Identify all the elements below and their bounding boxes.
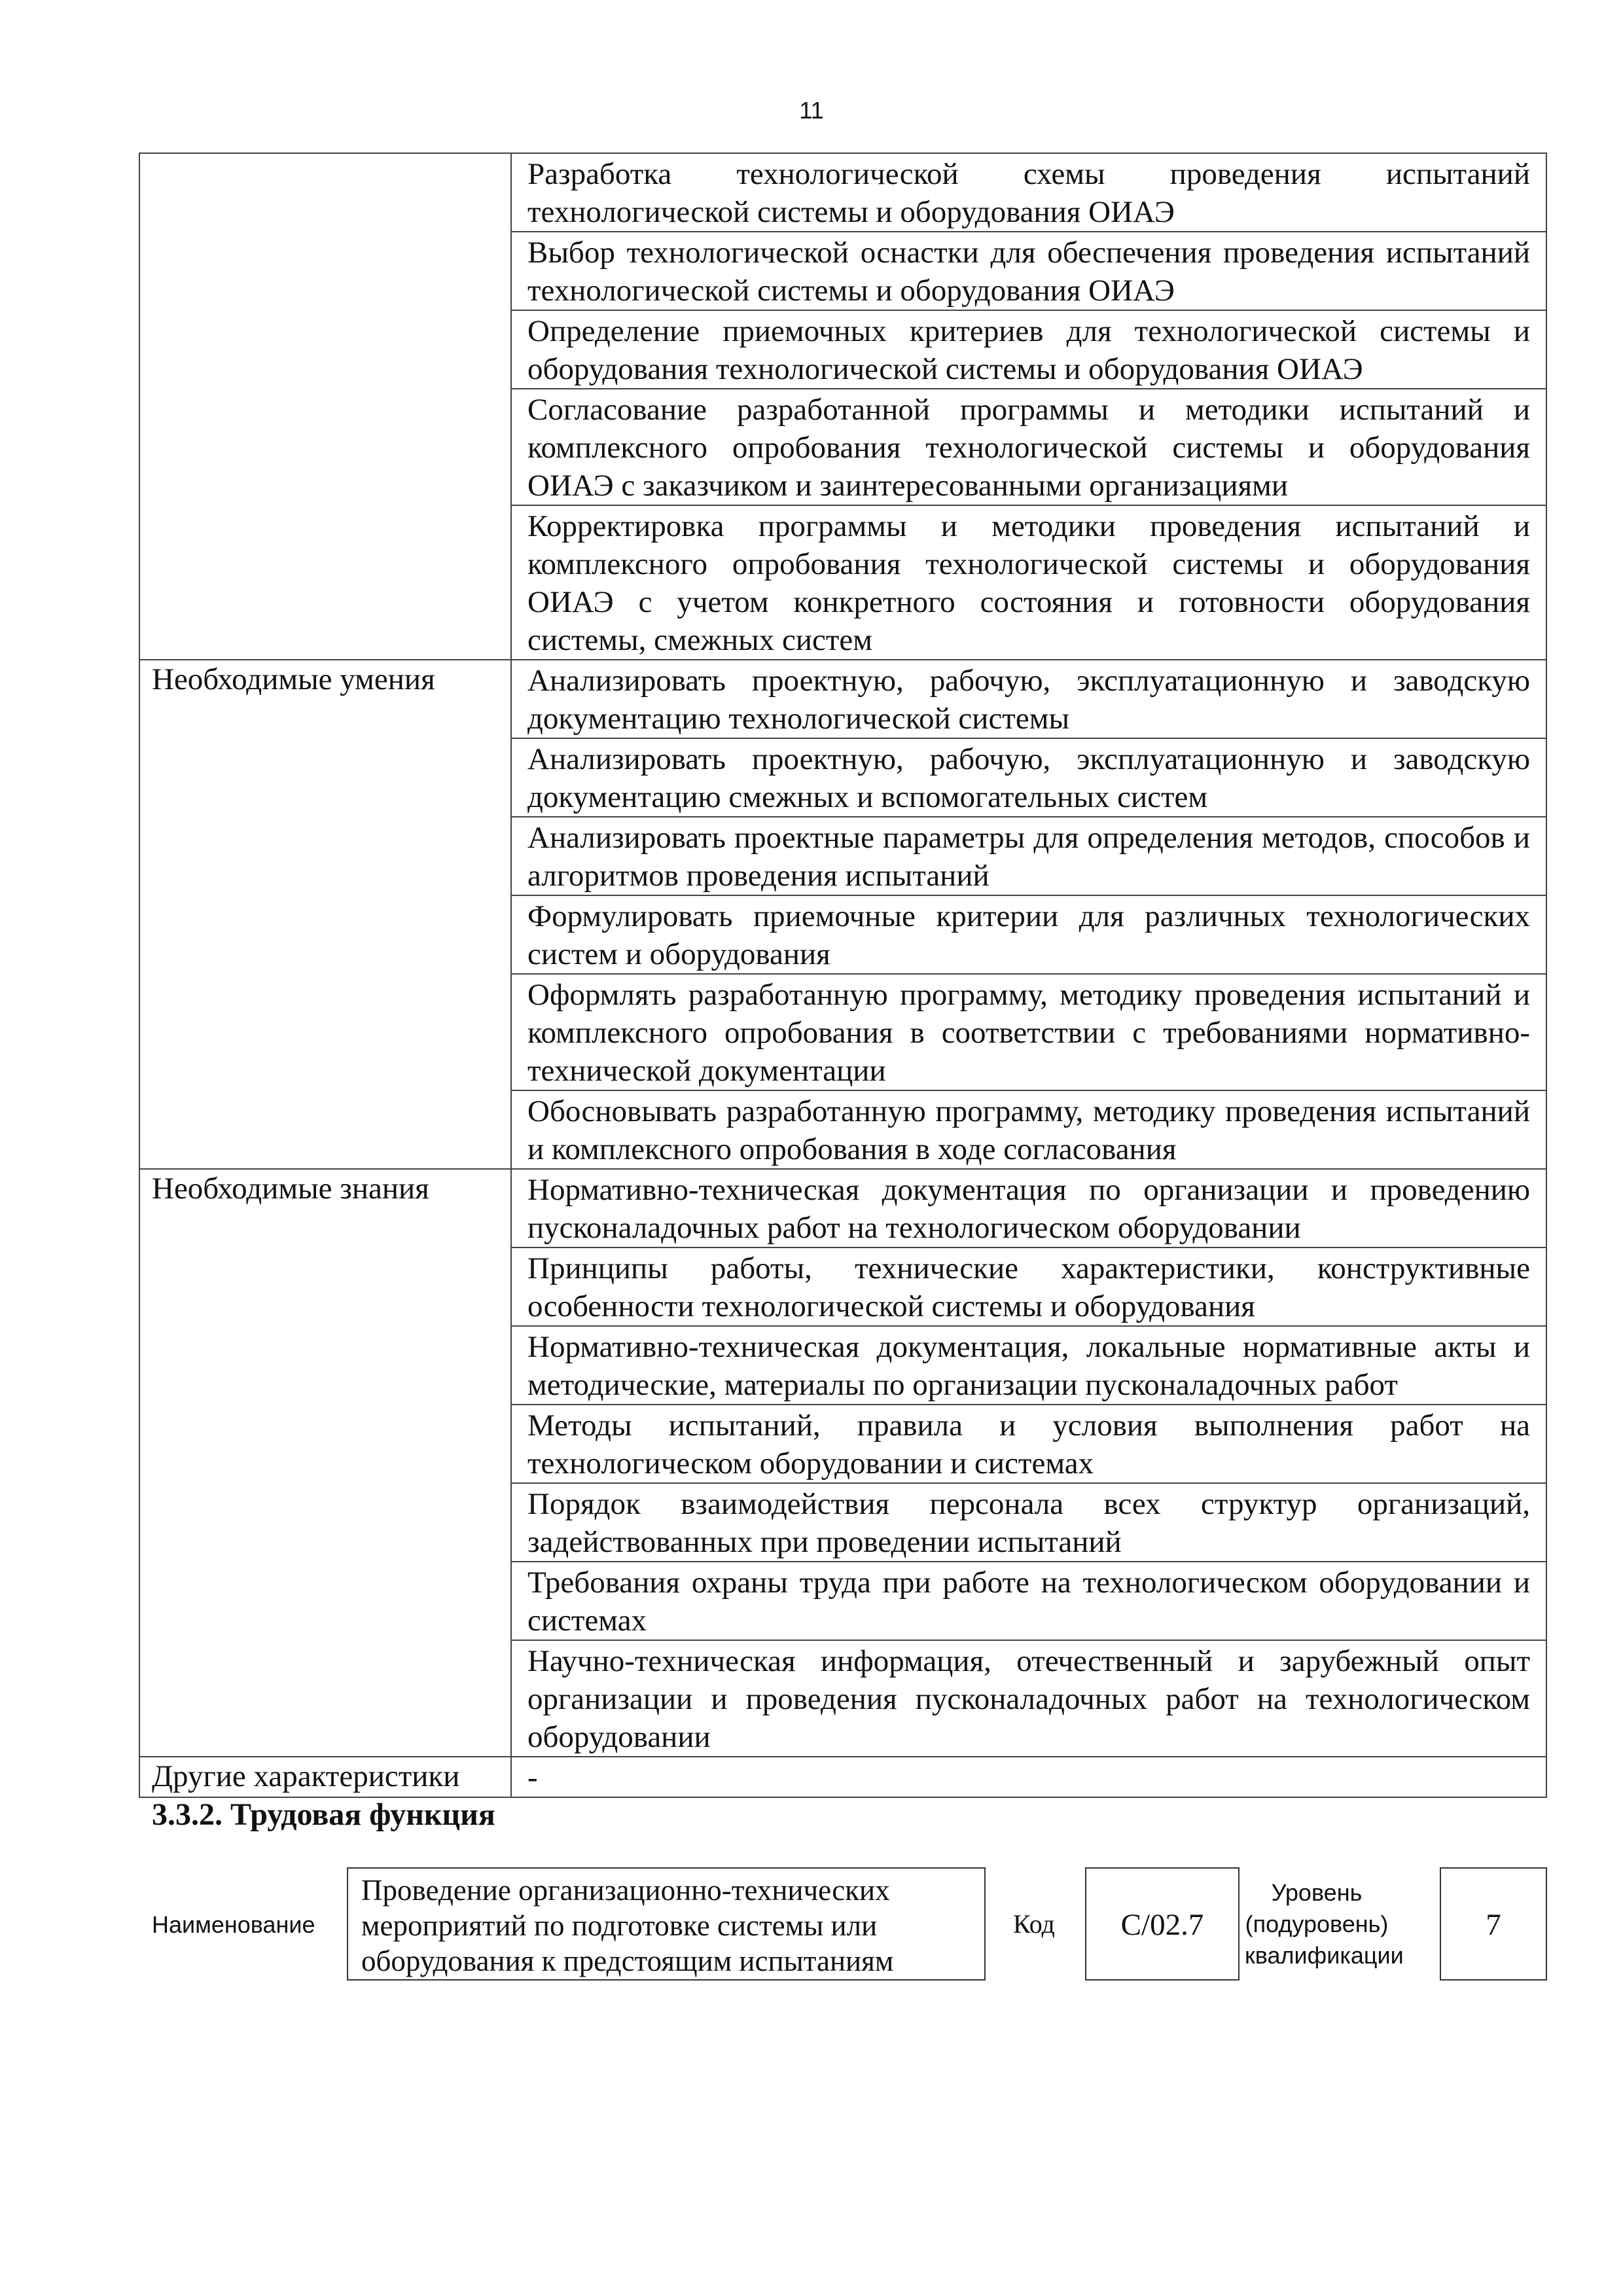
table-cell-text: Научно-техническая информация, отечественный и зарубежный опыт организации и проведения пусконаладочных работ на технологическом оборудовании (511, 1640, 1546, 1757)
table-cell-text: Нормативно-техническая документация по организации и проведению пусконаладочных работ на технологическом оборудовании (511, 1169, 1546, 1247)
table-cell-text: Принципы работы, технические характеристики, конструктивные особенности технологической системы и оборудования (511, 1247, 1546, 1326)
knowledge-label: Необходимые знания (139, 1169, 511, 1757)
table-row (139, 1757, 1546, 1797)
page-number: 11 (799, 97, 824, 124)
table-row (139, 1169, 1546, 1247)
table-cell-text: Анализировать проектные параметры для определения методов, способов и алгоритмов проведения испытаний (511, 817, 1546, 895)
level-box: 7 (1440, 1867, 1547, 1981)
table-cell-text: Корректировка программы и методики проведения испытаний и комплексного опробования технологической системы и оборудования ОИАЭ с учетом конкретного состояния и готовности оборудования системы, смежных систем (511, 505, 1546, 660)
table-row (139, 660, 1546, 738)
table-cell-text: Выбор технологической оснастки для обеспечения проведения испытаний технологической системы и оборудования ОИАЭ (511, 232, 1546, 310)
table-cell-text: Порядок взаимодействия персонала всех структур организаций, задействованных при проведении испытаний (511, 1483, 1546, 1562)
code-label: Код (1013, 1909, 1055, 1939)
table-cell-text: Анализировать проектную, рабочую, эксплуатационную и заводскую документацию смежных и вспомогательных систем (511, 738, 1546, 817)
table-cell-text: Разработка технологической схемы проведения испытаний технологической системы и оборудования ОИАЭ (511, 153, 1546, 232)
code-box: С/02.7 (1085, 1867, 1240, 1981)
table-row (139, 153, 1546, 232)
other-value: - (511, 1757, 1546, 1797)
table-cell-text: Определение приемочных критериев для технологической системы и оборудования технологической системы и оборудования ОИАЭ (511, 310, 1546, 389)
table-cell-text: Формулировать приемочные критерии для различных технологических систем и оборудования (511, 895, 1546, 974)
name-label: Наименование (152, 1911, 315, 1938)
table-cell-text: Нормативно-техническая документация, локальные нормативные акты и методические, материалы по организации пусконаладочных работ (511, 1326, 1546, 1405)
table-cell-text: Методы испытаний, правила и условия выполнения работ на технологическом оборудовании и системах (511, 1405, 1546, 1483)
other-label: Другие характеристики (139, 1757, 511, 1797)
requirements-table (139, 152, 1547, 1798)
table-cell-text: Анализировать проектную, рабочую, эксплуатационную и заводскую документацию технологической системы (511, 660, 1546, 738)
table-cell-text: Оформлять разработанную программу, методику проведения испытаний и комплексного опробования в соответствии с требованиями нормативно-технической документации (511, 974, 1546, 1090)
table-cell-text: Согласование разработанной программы и методики испытаний и комплексного опробования технологической системы и оборудования ОИАЭ с заказчиком и заинтересованными организациями (511, 389, 1546, 505)
section-title: 3.3.2. Трудовая функция (152, 1797, 495, 1832)
table-cell-text: Требования охраны труда при работе на технологическом оборудовании и системах (511, 1562, 1546, 1640)
skills-label: Необходимые умения (139, 660, 511, 1169)
level-label-line: (подуровень) (1245, 1910, 1389, 1937)
table-cell-text: Обосновывать разработанную программу, методику проведения испытаний и комплексного опробования в ходе согласования (511, 1090, 1546, 1169)
level-label-line: квалификации (1245, 1942, 1404, 1969)
label-cell-empty (139, 153, 511, 660)
name-box: Проведение организационно-технических мероприятий по подготовке системы или оборудования к предстоящим испытаниям (347, 1867, 986, 1981)
level-label-line: Уровень (1271, 1879, 1363, 1906)
level-label (1245, 1877, 1404, 1971)
